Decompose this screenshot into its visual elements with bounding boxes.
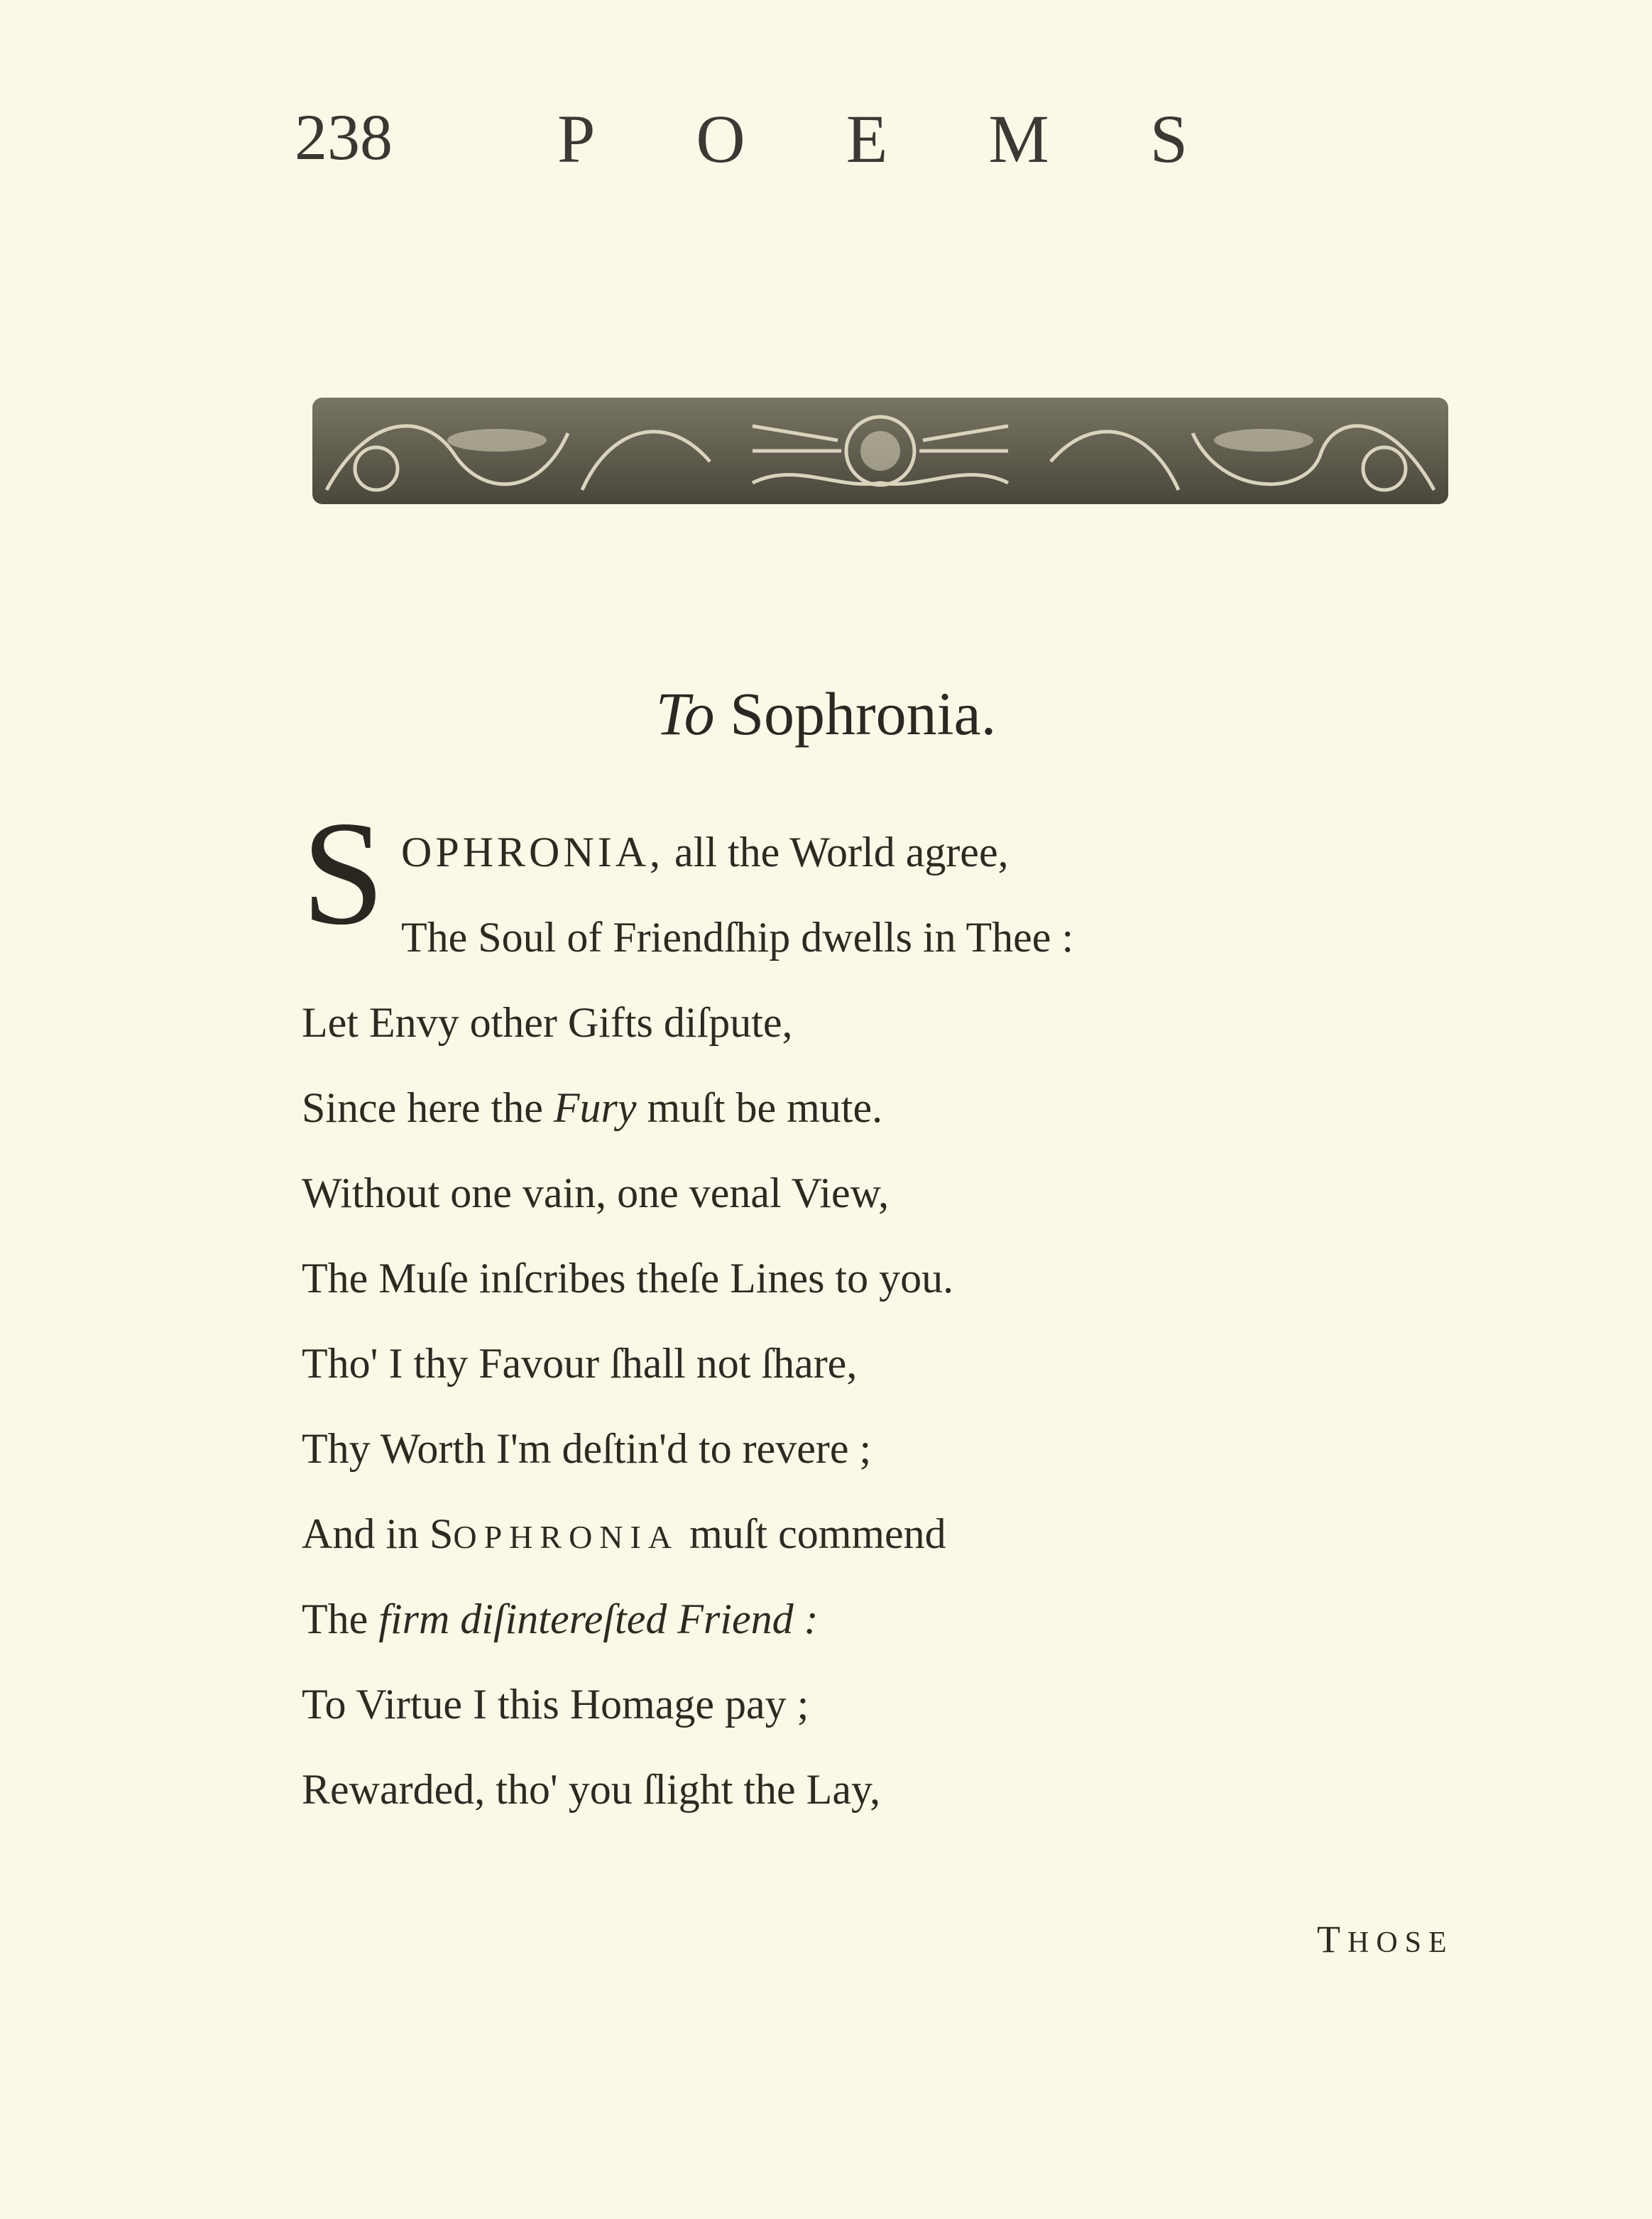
small-caps-initial: S xyxy=(430,1510,454,1557)
small-caps-name: OPHRONIA xyxy=(453,1519,679,1555)
poem-line: The Muſe inſcribes theſe Lines to you. xyxy=(302,1255,954,1302)
poem-line: Tho' I thy Favour ſhall not ſhare, xyxy=(302,1340,858,1387)
poem-title-prefix: To xyxy=(655,680,715,748)
page-number: 238 xyxy=(295,101,393,173)
poem-line: Rewarded, tho' you ſlight the Lay, xyxy=(302,1766,881,1813)
engraved-headpiece-ornament-icon xyxy=(312,383,1448,518)
poem-title xyxy=(0,678,1652,749)
poem-line xyxy=(302,1491,1367,1576)
poem-line-italic: firm diſintereſted Friend : xyxy=(378,1596,819,1642)
poem-line-italic: Fury xyxy=(553,1084,637,1131)
poem-body xyxy=(302,809,1367,1832)
poem-line: To Virtue I this Homage pay ; xyxy=(302,1681,809,1728)
poem-line: Let Envy other Gifts diſpute, xyxy=(302,999,793,1046)
poem-line-part: And in xyxy=(302,1510,430,1557)
drop-cap: S xyxy=(302,791,385,956)
poem-line: The Soul of Friendſhip dwells in Thee : xyxy=(401,914,1074,961)
poem-line-part: Since here the xyxy=(302,1084,554,1131)
running-title: POEMS xyxy=(557,101,1289,177)
poem-line xyxy=(302,1065,1367,1150)
poem-line: Without one vain, one venal View, xyxy=(302,1170,890,1216)
poem-title-main: Sophronia. xyxy=(730,680,997,748)
running-head xyxy=(295,99,1289,185)
poem-line-part: muſt commend xyxy=(679,1510,946,1557)
poem-line-part: muſt be mute. xyxy=(636,1084,883,1131)
catchword xyxy=(1317,1917,1454,1961)
poem-line xyxy=(302,809,1367,895)
poem-line-part: The xyxy=(302,1596,379,1642)
catchword-initial: T xyxy=(1317,1918,1347,1961)
poem-line xyxy=(302,1576,1367,1662)
poem-line: Thy Worth I'm deſtin'd to revere ; xyxy=(302,1425,872,1472)
poem-line-caps: OPHRONIA, xyxy=(401,829,664,876)
poem-line-rest: all the World agree, xyxy=(664,829,1009,876)
catchword-rest: HOSE xyxy=(1347,1926,1454,1959)
